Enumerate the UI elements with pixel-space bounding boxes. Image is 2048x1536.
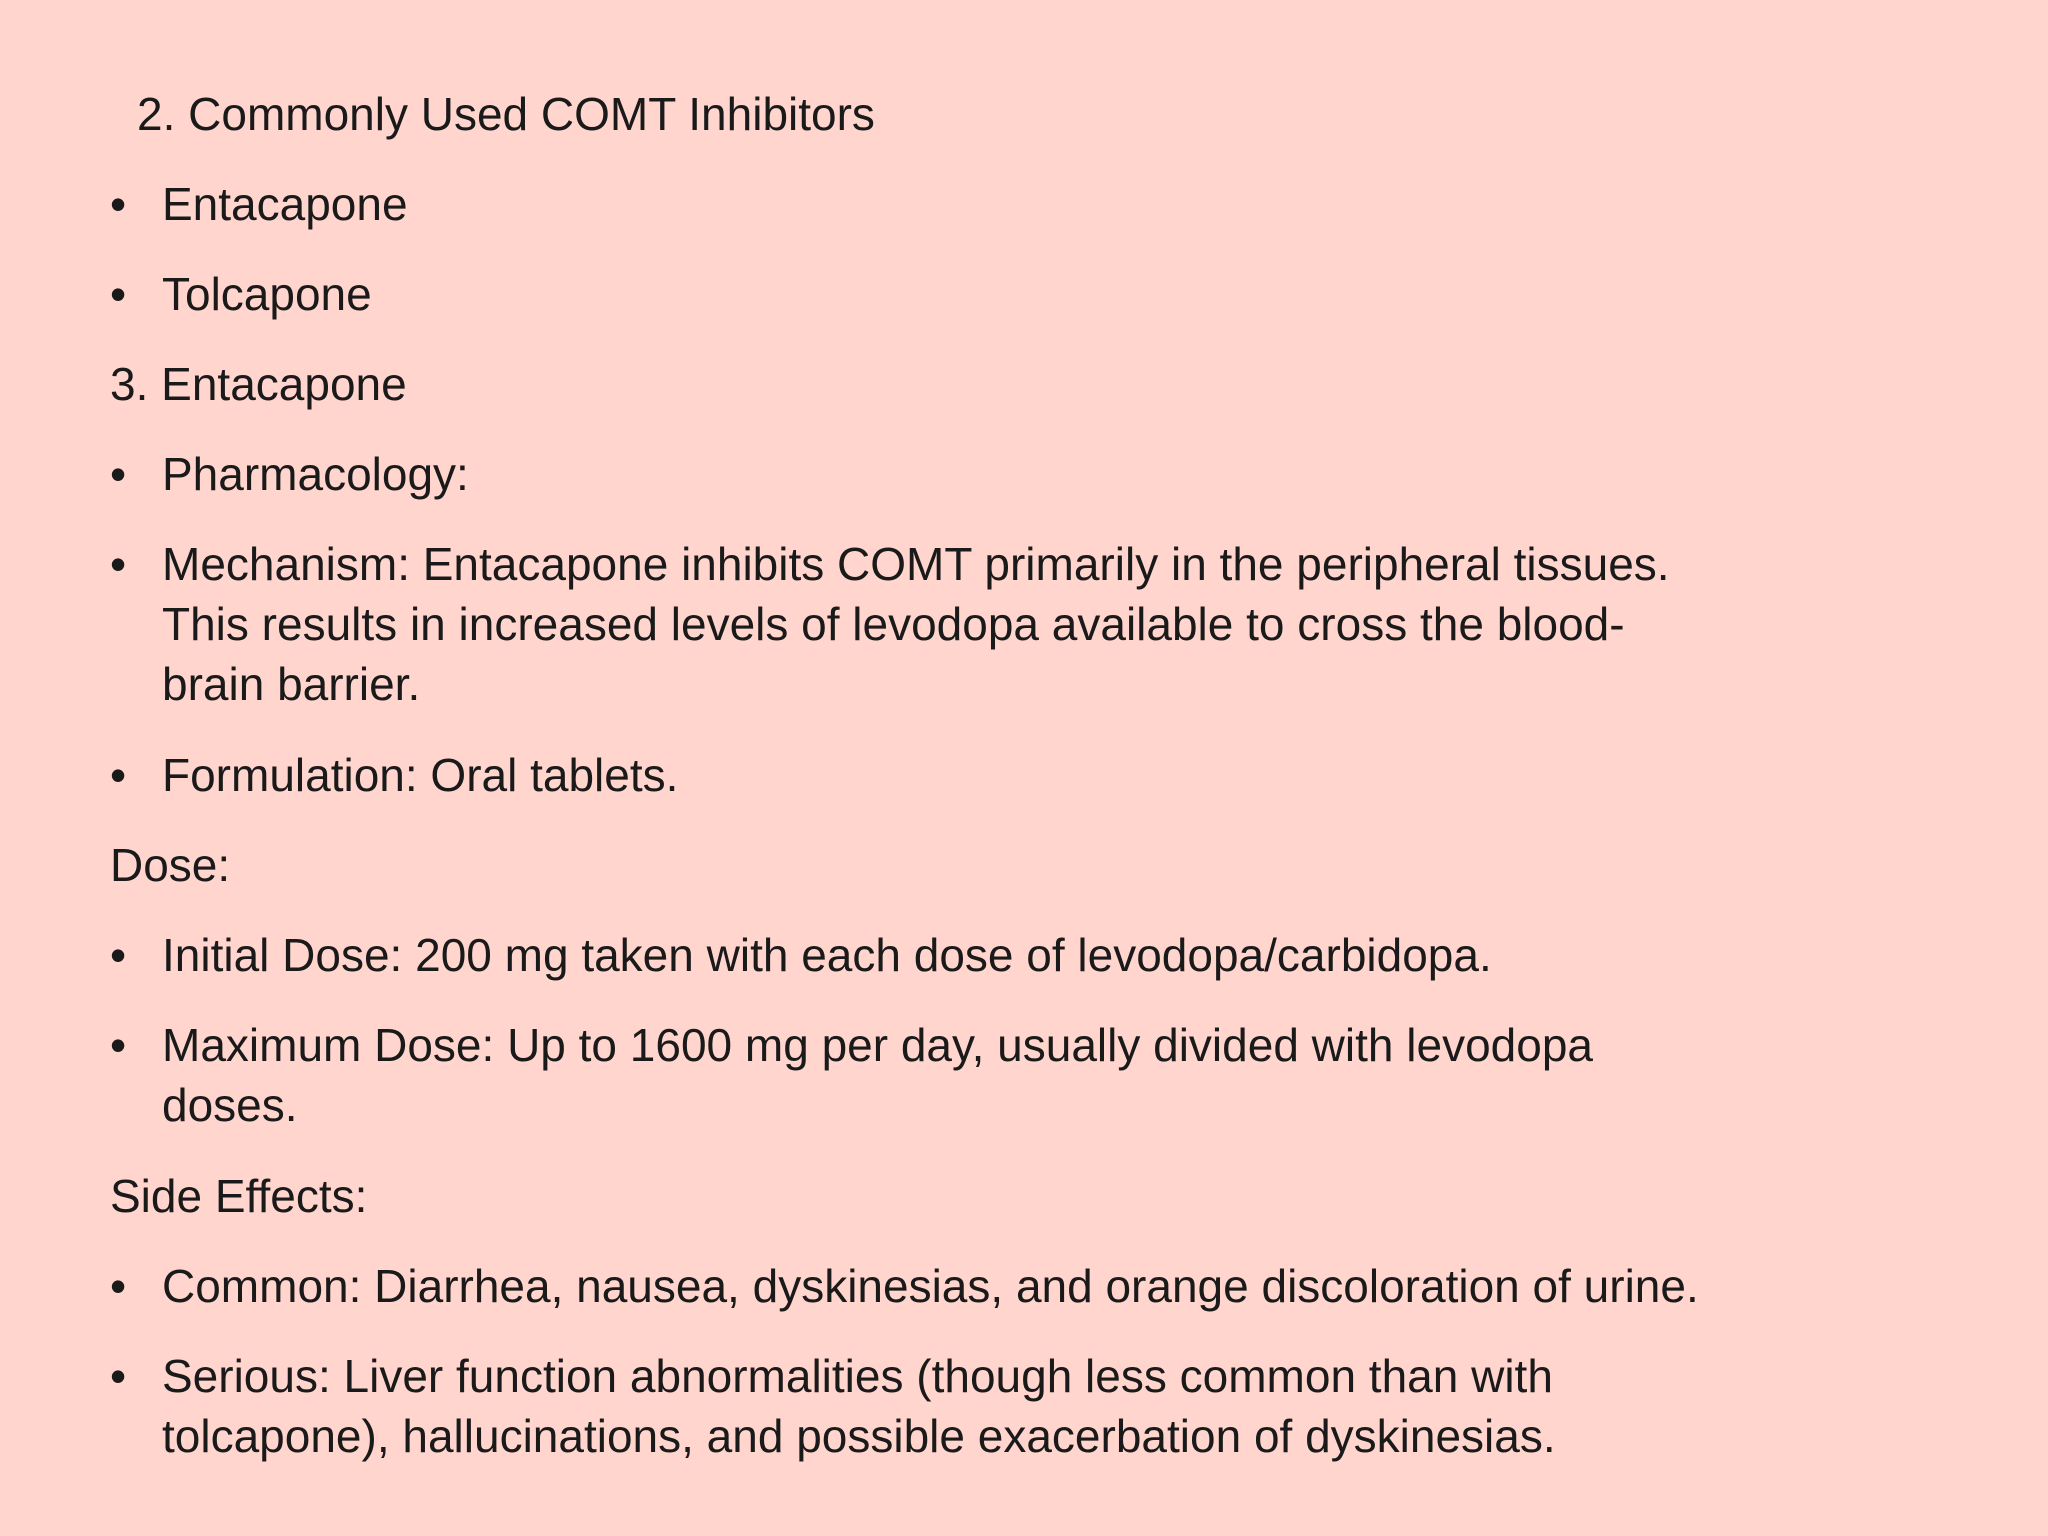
list-item-label: Common: Diarrhea, nausea, dyskinesias, and orange discoloration of urine. [162, 1260, 1699, 1312]
list-item-label: Formulation: Oral tablets. [162, 749, 679, 801]
bullet-icon: • [110, 1019, 127, 1071]
heading-dose: Dose: [110, 839, 231, 891]
serious-effects-line-2: tolcapone), hallucinations, and possible exacerbation of dyskinesias. [162, 1410, 1556, 1462]
list-item-label: Pharmacology: [162, 448, 469, 500]
serious-effects-line-1: Serious: Liver function abnormalities (though less common than with [162, 1350, 1553, 1402]
bullet-icon: • [110, 1350, 127, 1402]
maximum-dose-line-1: Maximum Dose: Up to 1600 mg per day, usually divided with levodopa [162, 1019, 1593, 1071]
mechanism-line-1: Mechanism: Entacapone inhibits COMT primarily in the peripheral tissues. [162, 538, 1670, 590]
heading-side-effects: Side Effects: [110, 1170, 368, 1222]
bullet-icon: • [110, 178, 127, 230]
bullet-icon: • [110, 929, 127, 981]
bullet-icon: • [110, 1260, 127, 1312]
bullet-icon: • [110, 268, 127, 320]
list-item-label: Tolcapone [162, 268, 372, 320]
list-item-label: Initial Dose: 200 mg taken with each dose of levodopa/carbidopa. [162, 929, 1492, 981]
heading-comt-inhibitors: 2. Commonly Used COMT Inhibitors [137, 88, 875, 140]
bullet-icon: • [110, 448, 127, 500]
heading-entacapone: 3. Entacapone [110, 358, 407, 410]
bullet-icon: • [110, 538, 127, 590]
maximum-dose-line-2: doses. [162, 1079, 298, 1131]
list-item-label: Entacapone [162, 178, 408, 230]
mechanism-line-3: brain barrier. [162, 658, 421, 710]
bullet-icon: • [110, 749, 127, 801]
mechanism-line-2: This results in increased levels of levodopa available to cross the blood- [162, 598, 1625, 650]
